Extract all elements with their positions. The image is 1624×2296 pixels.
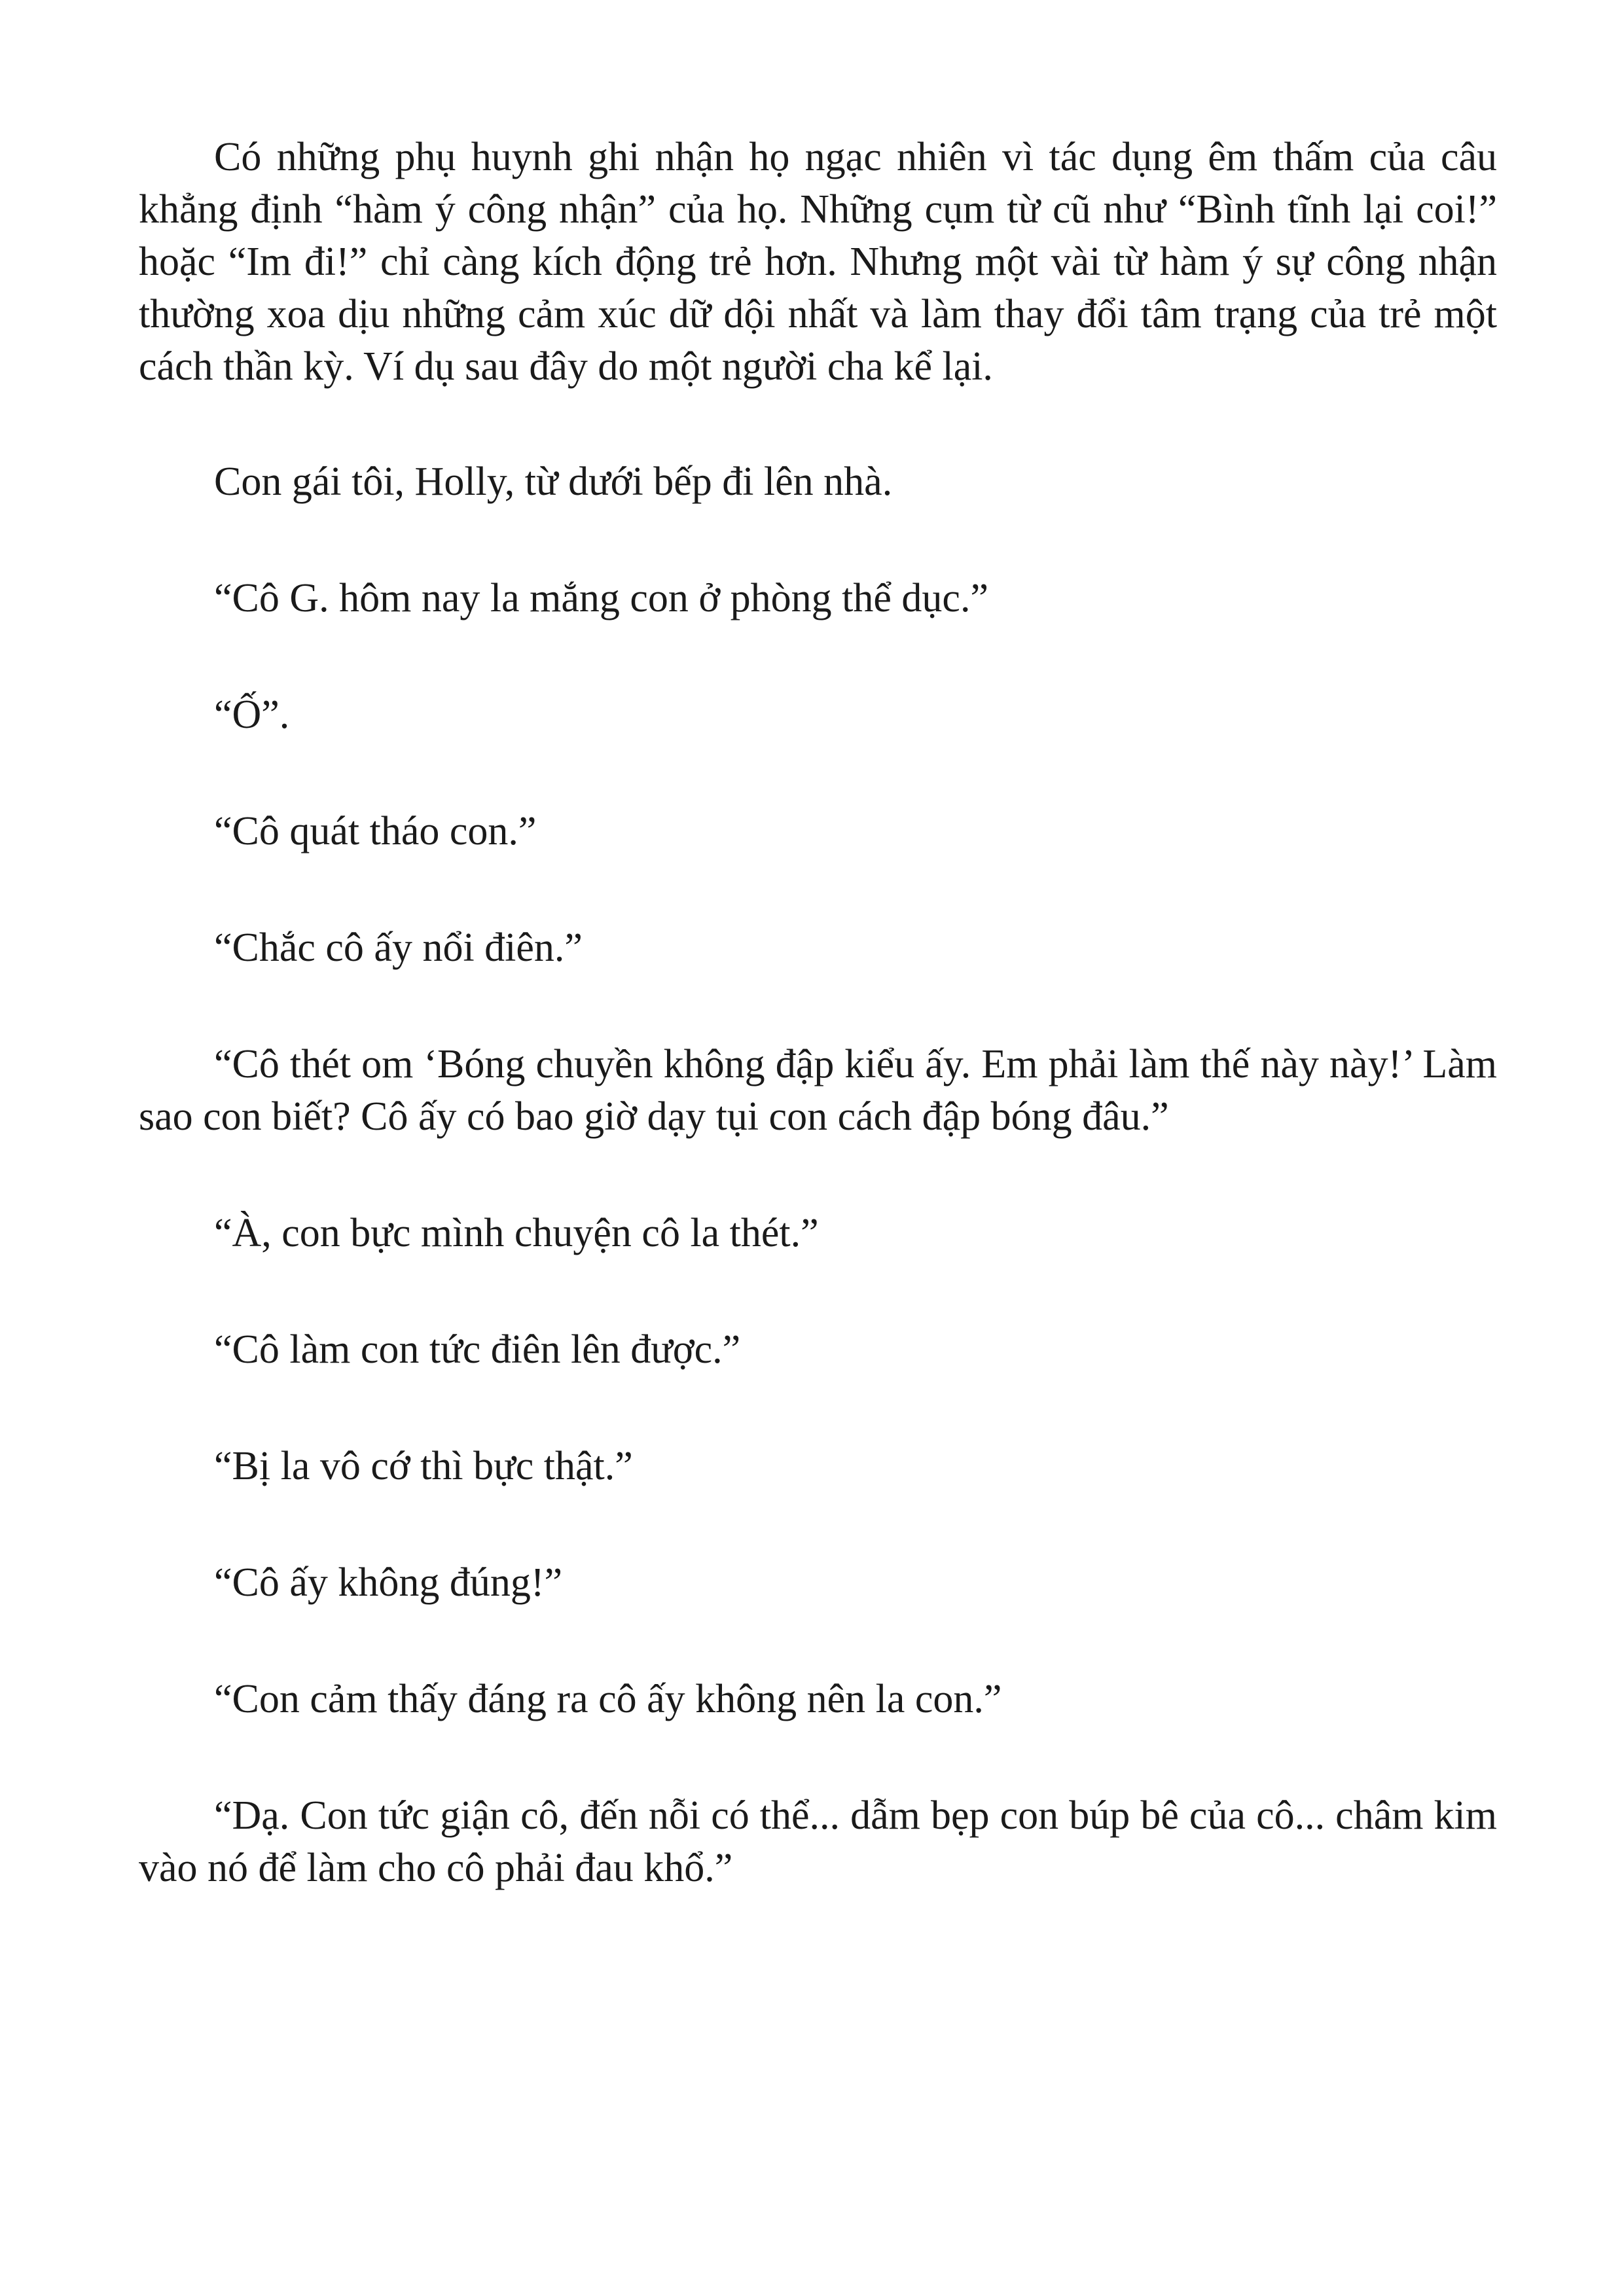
intro-paragraph: Có những phụ huynh ghi nhận họ ngạc nhiên vì tác dụng êm thấm của câu khẳng định “hàm ý công nhận” của họ. Những cụm từ cũ như “Bình tĩnh lại coi!” hoặc “Im đi!” chỉ càng kích động trẻ hơn. Nhưng một vài từ hàm ý sự công nhận thường xoa dịu những cảm xúc dữ dội nhất và làm thay đổi tâm trạng của trẻ một cách thần kỳ. Ví dụ sau đây do một người cha kể lại. — [139, 135, 1497, 389]
page-content — [139, 131, 1497, 1894]
dialogue-line: “Ố”. — [214, 692, 290, 737]
dialogue-line: “Dạ. Con tức giận cô, đến nỗi có thể... dẫm bẹp con búp bê của cô... châm kim vào nó để làm cho cô phải đau khổ.” — [139, 1793, 1497, 1890]
dialogue-line: “Cô ấy không đúng!” — [214, 1560, 563, 1605]
dialogue-line: “Cô làm con tức điên lên được.” — [214, 1327, 741, 1372]
dialogue-line: “Cô thét om ‘Bóng chuyền không đập kiểu ấy. Em phải làm thế này này!’ Làm sao con biết? Cô ấy có bao giờ dạy tụi con cách đập bóng đâu.” — [139, 1042, 1497, 1139]
dialogue-line: “À, con bực mình chuyện cô la thét.” — [214, 1211, 819, 1255]
dialogue-line: “Bị la vô cớ thì bực thật.” — [214, 1444, 633, 1488]
dialogue-line: “Chắc cô ấy nổi điên.” — [214, 925, 583, 970]
narration-line: Con gái tôi, Holly, từ dưới bếp đi lên nhà. — [214, 459, 893, 504]
dialogue-line: “Cô quát tháo con.” — [214, 809, 537, 853]
dialogue-line: “Con cảm thấy đáng ra cô ấy không nên la con.” — [214, 1677, 1002, 1721]
dialogue-line: “Cô G. hôm nay la mắng con ở phòng thể dục.” — [214, 576, 988, 620]
